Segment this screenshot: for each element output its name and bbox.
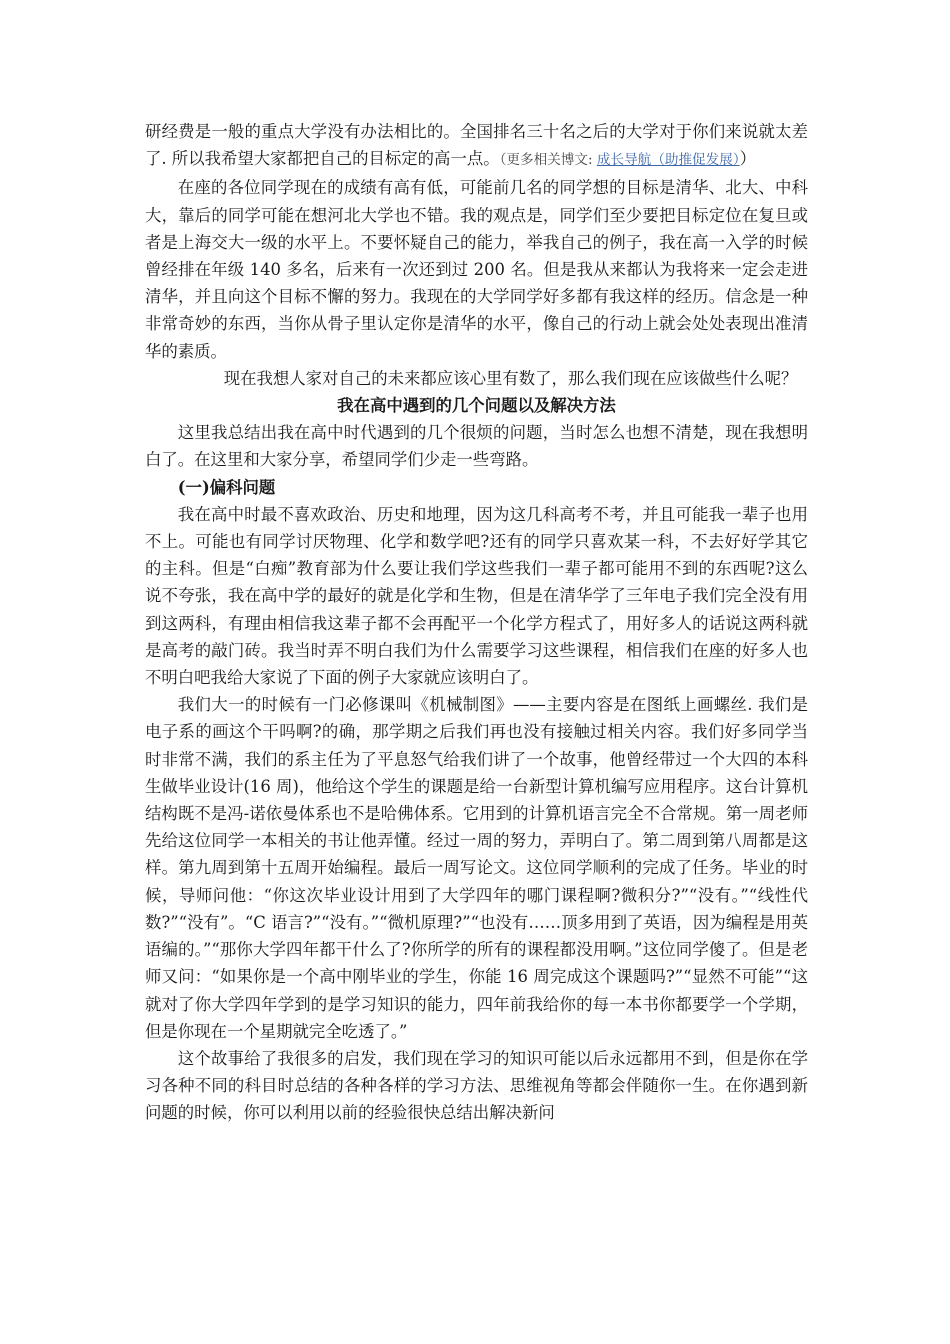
paragraph-summary: 这里我总结出我在高中时代遇到的几个很烦的问题，当时怎么也想不清楚，现在我想明白了。在这里和大家分享，希望同学们少走一些弯路。: [145, 423, 808, 470]
section-heading: 我在高中遇到的几个问题以及解决方法: [337, 396, 616, 416]
paragraph-intro-text: 研经费是一般的重点大学没有办法相比的。全国排名三十名之后的大学对于你们来说就太差了. 所以我希望大家都把自己的目标定的高一点。: [145, 122, 808, 169]
paragraph-intro: [145, 118, 808, 174]
paragraph-subjects: 我在高中时最不喜欢政治、历史和地理，因为这几科高考不考，并且可能我一辈子也用不上。可能也有同学讨厌物理、化学和数学吧?还有的同学只喜欢某一科，不去好好学其它的主科。但是“白痴”教育部为什么要让我们学这些我们一辈子都可能用不到的东西呢?这么说不夸张，我在高中学的最好的就是化学和生物，但是在清华学了三年电子我们完全没有用到这两科，有理由相信我这辈子都不会再配平一个化学方程式了，用好多人的话说这两科就是高考的敲门砖。我当时弄不明白我们为什么需要学习这些课程，相信我们在座的好多人也不明白吧我给大家说了下面的例子大家就应该明白了。: [145, 504, 808, 688]
related-blog-link[interactable]: 成长导航（助推促发展）: [596, 152, 740, 169]
subsection-heading: (一)偏科问题: [177, 477, 276, 497]
paragraph-story: 我们大一的时候有一门必修课叫《机械制图》——主要内容是在图纸上画螺丝. 我们是电子系的画这个干吗啊?的确，那学期之后我们再也没有接触过相关内容。我们好多同学当时非常不满，我们的系主任为了平息怒气给我们讲了一个故事，他曾经带过一个大四的本科生做毕业设计(16 周)，他给这个学生的课题是给一台新型计算机编写应用程序。这台计算机结构既不是冯-诺依曼体系也不是哈佛体系。它用到的计算机语言完全不合常规。第一周老师先给这位同学一本相关的书让他弄懂。经过一周的努力，弄明白了。第二周到第八周都是这样。第九周到第十五周开始编程。最后一周写论文。这位同学顺利的完成了任务。毕业的时候，导师问他：“你这次毕业设计用到了大学四年的哪门课程啊?微积分?”“没有。”“线性代数?”“没有”。“C 语言?”“没有。”“微机原理?”“也没有……顶多用到了英语，因为编程是用英语编的。”“那你大学四年都干什么了?你所学的所有的课程都没用啊。”这位同学傻了。但是老师又问：“如果你是一个高中刚毕业的学生，你能 16 周完成这个课题吗?”“显然不可能”“这就对了你大学四年学到的是学习知识的能力，四年前我给你的每一本书你都要学一个学期，但是你现在一个星期就完全吃透了。”: [145, 695, 808, 1041]
document-page: [145, 118, 808, 1127]
related-blog-reference: （更多相关博文: 成长导航（助推促发展）: [499, 152, 740, 169]
paragraph-question: 现在我想人家对自己的未来都应该心里有数了，那么我们现在应该做些什么呢？: [223, 368, 798, 388]
paragraph-goals: 在座的各位同学现在的成绩有高有低，可能前几名的同学想的目标是清华、北大、中科大，靠后的同学可能在想河北大学也不错。我的观点是，同学们至少要把目标定位在复旦或者是上海交大一级的水平上。不要怀疑自己的能力，举我自己的例子，我在高一入学的时候曾经排在年级 140 多名，后来有一次还到过 200 名。但是我从来都认为我将来一定会走进清华，并且向这个目标不懈的努力。我现在的大学同学好多都有我这样的经历。信念是一种非常奇妙的东西，当你从骨子里认定你是清华的水平，像自己的行动上就会处处表现出准清华的素质。: [145, 178, 808, 361]
related-blog-close: ）: [739, 149, 757, 169]
paragraph-lesson: 这个故事给了我很多的启发，我们现在学习的知识可能以后永远都用不到，但是你在学习各种不同的科目时总结的各种各样的学习方法、思维视角等都会伴随你一生。在你遇到新问题的时候，你可以利用以前的经验很快总结出解决新问: [145, 1048, 808, 1123]
